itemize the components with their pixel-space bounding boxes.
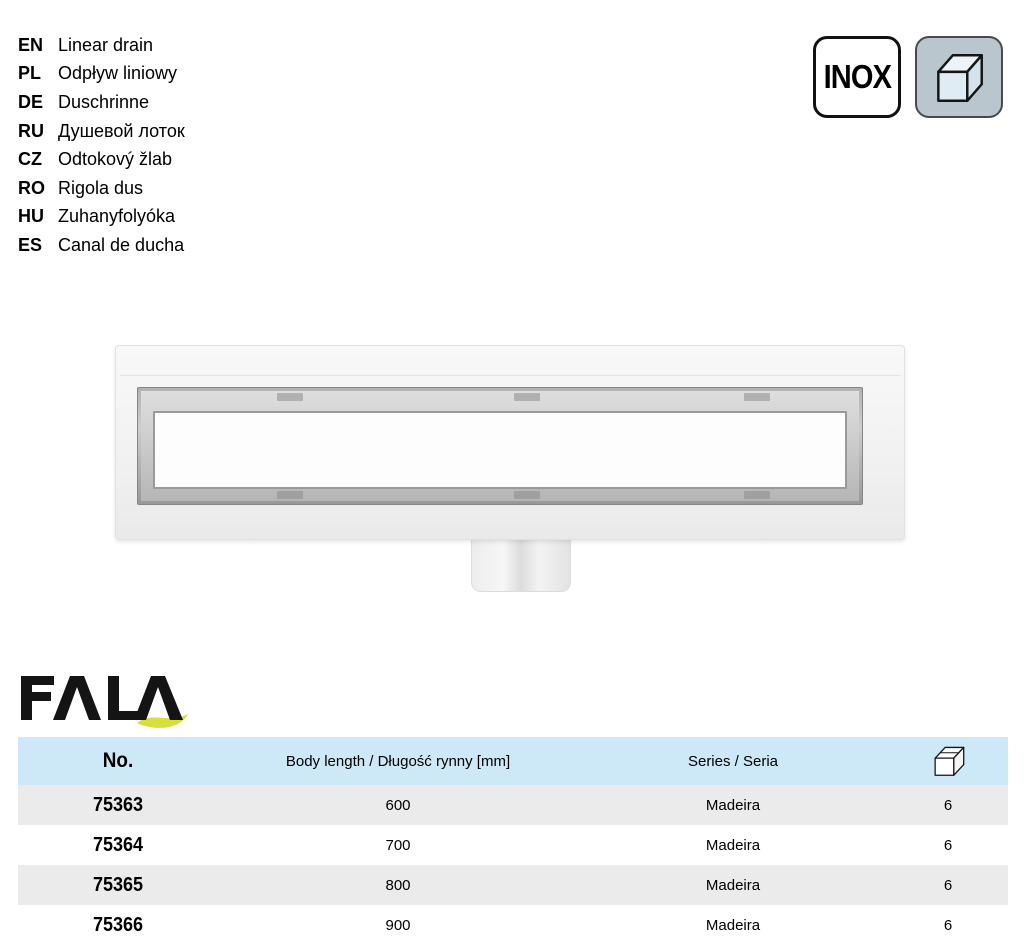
- drain-body: [115, 345, 905, 540]
- language-code: ES: [18, 234, 43, 255]
- cube-icon: [928, 46, 990, 108]
- cell-qty: 6: [943, 796, 953, 814]
- language-row: [18, 174, 185, 203]
- cell-series: Madeira: [705, 876, 761, 894]
- material-cube-badge: [915, 36, 1003, 118]
- drain-outlet-pipe: [471, 538, 571, 592]
- language-code: DE: [18, 91, 44, 112]
- cell-series: Madeira: [705, 796, 761, 814]
- product-table: [18, 737, 1008, 939]
- frame-clip: [744, 491, 770, 499]
- product-image-linear-drain: [115, 345, 907, 600]
- language-label: Odtokový žlab: [58, 149, 173, 170]
- language-code: CZ: [18, 149, 42, 170]
- frame-clip: [744, 393, 770, 401]
- fala-logo-glyphs: [18, 670, 190, 732]
- language-row: [18, 88, 185, 117]
- header-qty: [888, 741, 1008, 781]
- cell-no: 75364: [92, 833, 144, 856]
- table-header: [18, 737, 1008, 785]
- language-code: HU: [18, 206, 44, 227]
- cell-body-length: 900: [385, 916, 411, 934]
- language-label: Душевой лоток: [58, 120, 185, 141]
- cell-body-length: 800: [385, 876, 411, 894]
- drain-cover-panel: [153, 411, 847, 489]
- table-row: [18, 825, 1008, 865]
- cell-body-length: 700: [385, 836, 411, 854]
- cell-qty: 6: [943, 916, 953, 934]
- language-label: Canal de ducha: [58, 234, 185, 255]
- cell-no: 75366: [92, 913, 144, 936]
- language-code: PL: [18, 63, 42, 84]
- language-row: [18, 31, 185, 60]
- language-row: [18, 231, 185, 260]
- cell-qty: 6: [943, 876, 953, 894]
- frame-clip: [277, 393, 303, 401]
- cell-qty: 6: [943, 836, 953, 854]
- header-body-length: Body length / Długość rynny [mm]: [285, 752, 511, 770]
- language-row: [18, 60, 185, 89]
- inox-label: INOX: [823, 58, 891, 95]
- table-row: [18, 905, 1008, 939]
- language-row: [18, 203, 185, 232]
- language-code: RU: [18, 120, 44, 141]
- frame-clip: [277, 491, 303, 499]
- header-no: No.: [102, 749, 134, 772]
- language-code: RO: [18, 177, 45, 198]
- language-code: EN: [18, 34, 44, 55]
- inox-badge: [813, 36, 901, 118]
- fala-logo: [18, 670, 190, 732]
- language-label: Duschrinne: [58, 91, 150, 112]
- table-row: [18, 785, 1008, 825]
- language-row: [18, 145, 185, 174]
- table-row: [18, 865, 1008, 905]
- language-label: Odpływ liniowy: [58, 63, 178, 84]
- language-row: [18, 117, 185, 146]
- carton-box-icon: [926, 741, 970, 781]
- cell-series: Madeira: [705, 916, 761, 934]
- frame-clip: [514, 393, 540, 401]
- cell-body-length: 600: [385, 796, 411, 814]
- badge-group: [813, 36, 1003, 118]
- cell-no: 75363: [92, 793, 144, 816]
- frame-clip: [514, 491, 540, 499]
- language-label: Linear drain: [58, 34, 154, 55]
- header-series: Series / Seria: [687, 752, 779, 770]
- language-label: Rigola dus: [58, 177, 144, 198]
- cell-no: 75365: [92, 873, 144, 896]
- drain-body-step: [120, 375, 900, 376]
- cell-series: Madeira: [705, 836, 761, 854]
- drain-frame-face: [141, 391, 859, 501]
- language-label: Zuhanyfolyóka: [58, 206, 176, 227]
- drain-chrome-frame: [137, 387, 863, 505]
- language-list: [18, 31, 185, 260]
